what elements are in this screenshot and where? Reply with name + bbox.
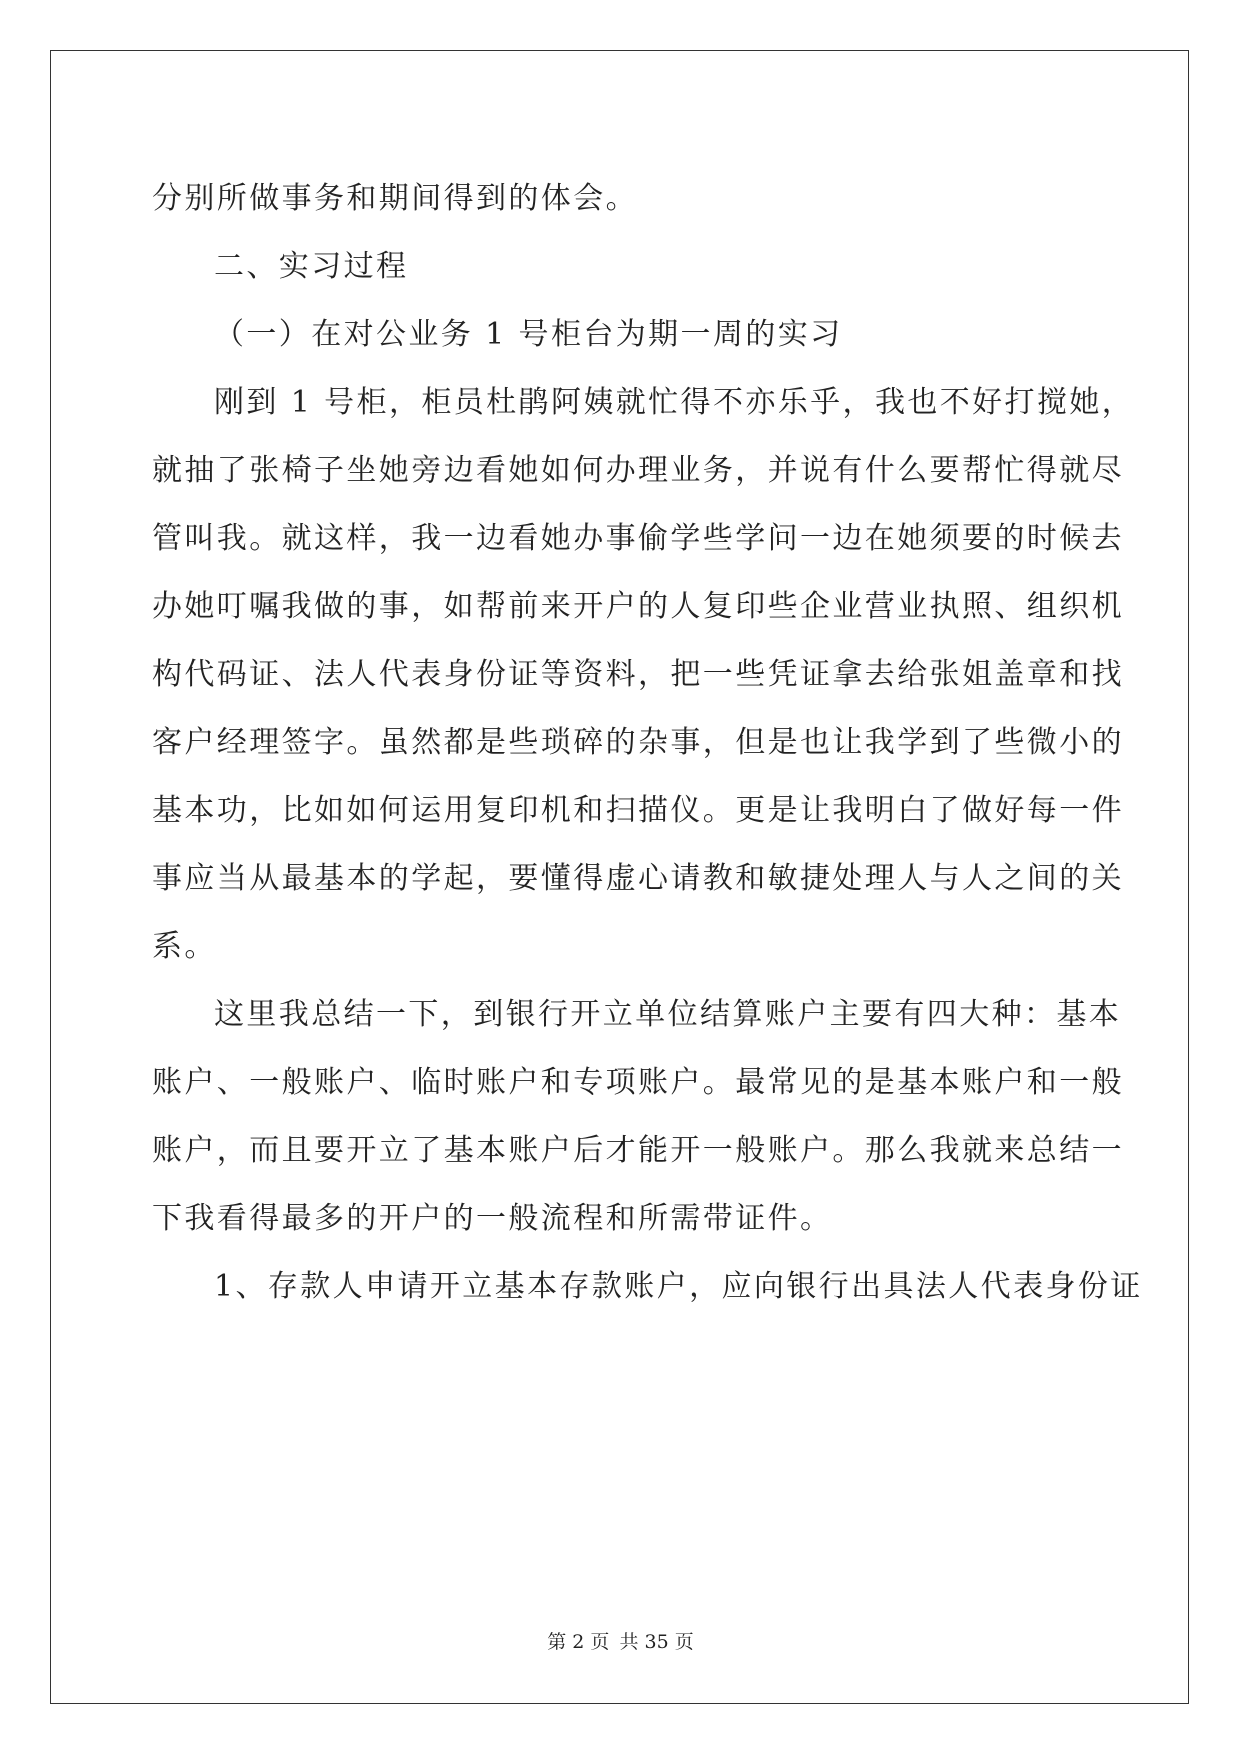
text-line: 刚到 1 号柜，柜员杜鹃阿姨就忙得不亦乐乎，我也不好打搅她，: [214, 385, 1135, 420]
section-heading: 二、实习过程: [214, 249, 409, 284]
subsection-heading: （一）在对公业务 1 号柜台为期一周的实习: [214, 317, 843, 352]
text-line: 基本功，比如如何运用复印机和扫描仪。更是让我明白了做好每一件: [152, 793, 1124, 828]
text-line: 管叫我。就这样，我一边看她办事偷学些学问一边在她须要的时候去: [152, 521, 1124, 556]
text-line: 下我看得最多的开户的一般流程和所需带证件。: [152, 1201, 833, 1236]
text-line: 账户、一般账户、临时账户和专项账户。最常见的是基本账户和一般: [152, 1065, 1124, 1100]
text-line: 1、存款人申请开立基本存款账户，应向银行出具法人代表身份证: [214, 1269, 1143, 1304]
text-line: 这里我总结一下，到银行开立单位结算账户主要有四大种：基本: [214, 997, 1122, 1032]
page-number: 第 2 页: [547, 1631, 610, 1653]
page-footer: [0, 1627, 1241, 1654]
text-line: 客户经理签字。虽然都是些琐碎的杂事，但是也让我学到了些微小的: [152, 725, 1124, 760]
page-total: 共 35 页: [619, 1631, 694, 1653]
text-line: 办她叮嘱我做的事，如帮前来开户的人复印些企业营业执照、组织机: [152, 589, 1124, 624]
text-line: 事应当从最基本的学起，要懂得虚心请教和敏捷处理人与人之间的关: [152, 861, 1124, 896]
text-line: 分别所做事务和期间得到的体会。: [152, 181, 638, 216]
text-line: 就抽了张椅子坐她旁边看她如何办理业务，并说有什么要帮忙得就尽: [152, 453, 1124, 488]
text-line: 系。: [152, 929, 217, 964]
text-line: 构代码证、法人代表身份证等资料，把一些凭证拿去给张姐盖章和找: [152, 657, 1124, 692]
text-line: 账户，而且要开立了基本账户后才能开一般账户。那么我就来总结一: [152, 1133, 1124, 1168]
document-body: [152, 165, 1143, 1321]
